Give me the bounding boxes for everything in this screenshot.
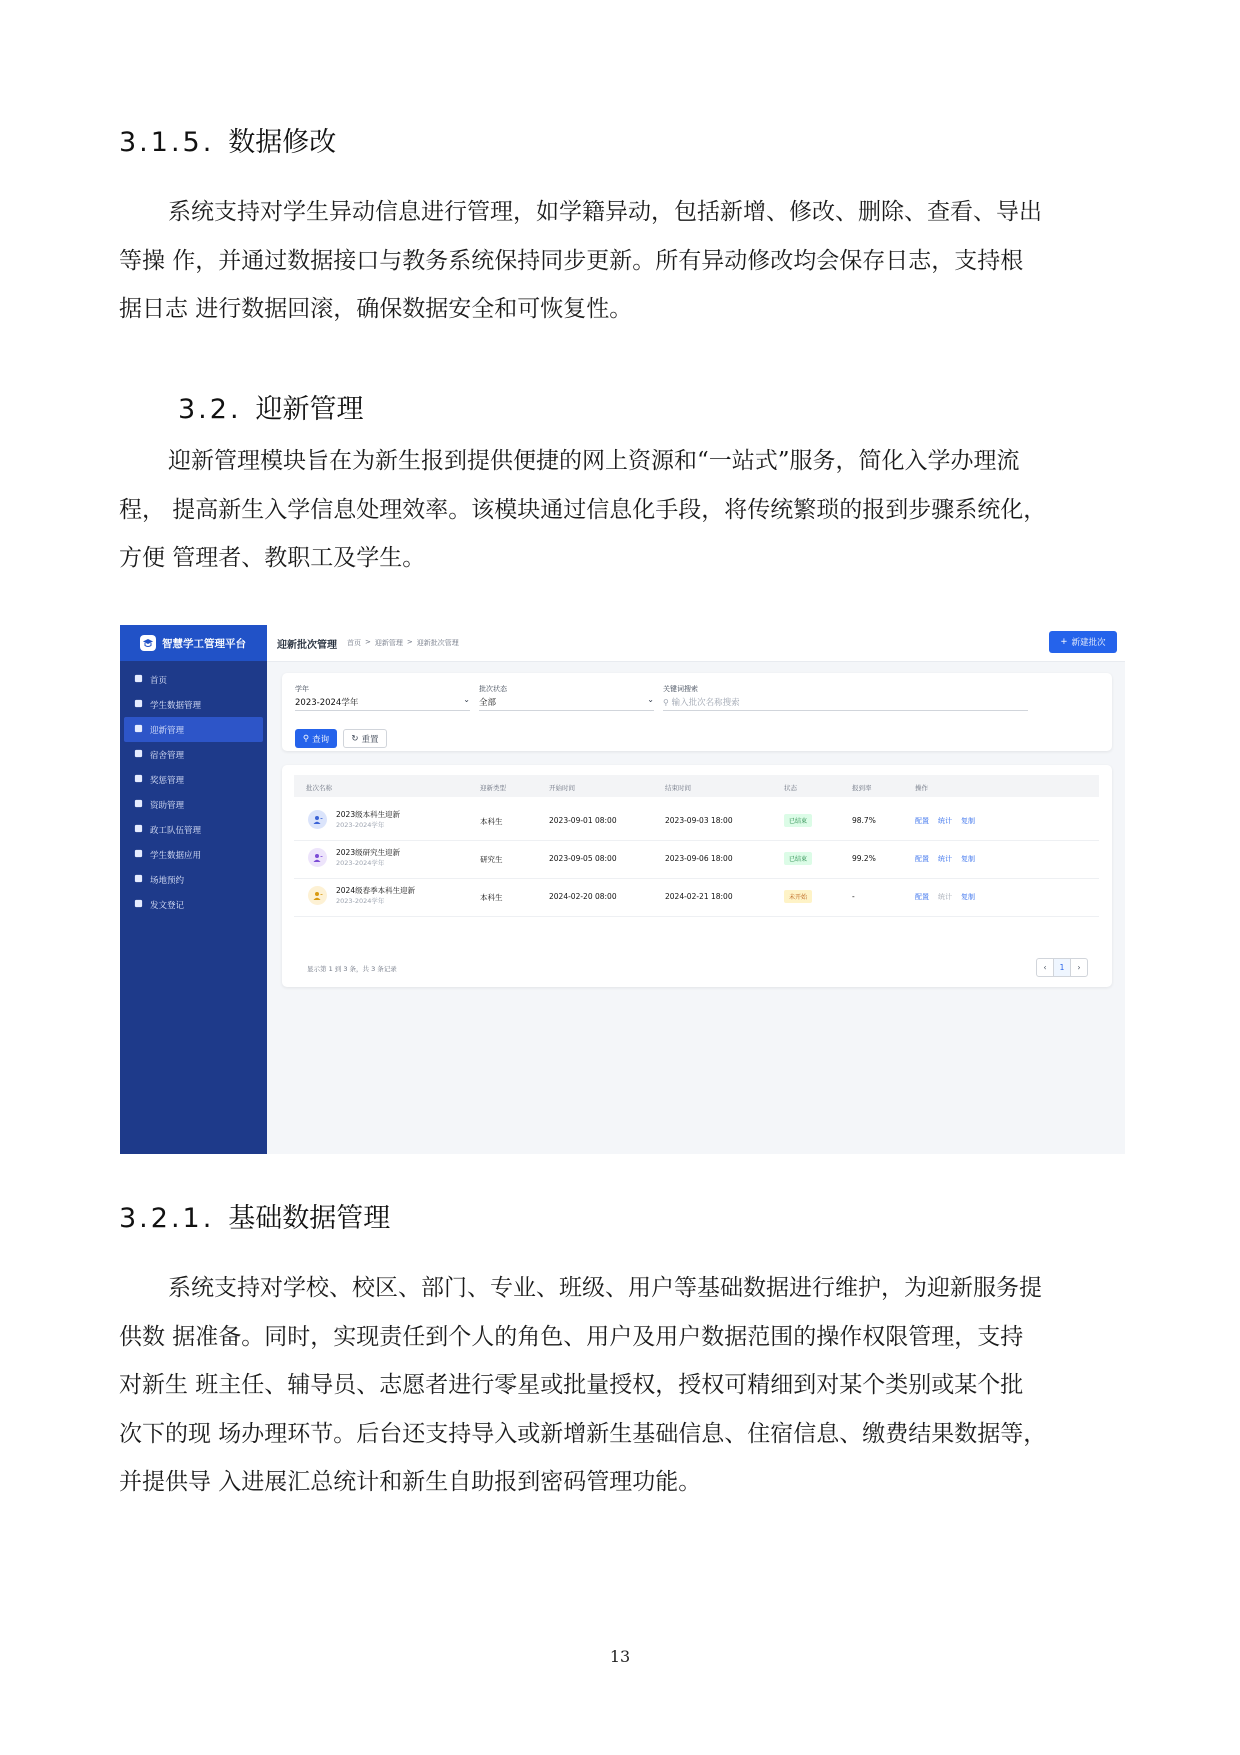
configure-link[interactable]: 配置 — [915, 855, 929, 863]
breadcrumb-item: 迎新批次管理 — [416, 639, 459, 647]
sidebar-item[interactable] — [120, 892, 267, 917]
brand — [120, 625, 267, 661]
keyword-placeholder: 输入批次名称搜索 — [671, 698, 740, 708]
chevron-down-icon: ⌄ — [463, 695, 470, 704]
user-group-icon — [308, 848, 327, 867]
heading-number: 3.2.1. — [119, 1203, 215, 1234]
copy-link[interactable]: 复制 — [961, 893, 975, 901]
paragraph-line: 等操 作，并通过数据接口与教务系统保持同步更新。所有异动修改均会保存日志，支持根 — [119, 247, 1024, 274]
cell-type: 本科生 — [480, 817, 503, 826]
keyword-search-input[interactable] — [663, 696, 1028, 711]
page-number-button[interactable]: 1 — [1053, 959, 1071, 976]
heading-3-2 — [178, 387, 364, 426]
table-row — [294, 799, 1099, 841]
heading-3-1-5 — [119, 120, 336, 159]
cell-end: 2024-02-21 18:00 — [665, 892, 733, 901]
cell-end: 2023-09-06 18:00 — [665, 854, 733, 863]
sidebar-item-label: 迎新管理 — [150, 725, 185, 736]
column-header: 报到率 — [852, 784, 872, 792]
heading-number: 3.1.5. — [119, 127, 215, 158]
statistics-link[interactable]: 统计 — [938, 855, 952, 863]
chart-icon — [134, 849, 143, 861]
cell-type: 本科生 — [480, 893, 503, 902]
team-icon — [134, 824, 143, 836]
sidebar-item-label: 发文登记 — [150, 900, 185, 911]
building-icon — [134, 749, 143, 761]
breadcrumb-separator: > — [406, 638, 413, 646]
sidebar-item[interactable] — [120, 767, 267, 792]
configure-link[interactable]: 配置 — [915, 817, 929, 825]
brand-name: 智慧学工管理平台 — [162, 637, 246, 650]
new-batch-button[interactable] — [1049, 631, 1117, 653]
sidebar-item-label: 首页 — [150, 675, 168, 686]
year-select[interactable] — [295, 696, 470, 711]
chevron-right-icon[interactable]: › — [1077, 963, 1081, 972]
sidebar-item[interactable] — [120, 842, 267, 867]
breadcrumb-separator: > — [365, 638, 371, 646]
paragraph-line: 对新生 班主任、辅导员、志愿者进行零星或批量授权，授权可精细到对某个类别或某个批 — [119, 1372, 1024, 1398]
paragraph-line: 据日志 进行数据回滚，确保数据安全和可恢复性。 — [119, 296, 633, 322]
sidebar-item[interactable] — [120, 792, 267, 817]
cell-start: 2024-02-20 08:00 — [549, 892, 617, 901]
document-icon — [134, 899, 143, 911]
paragraph-welcome-management — [119, 437, 1127, 583]
sidebar-item[interactable] — [120, 692, 267, 717]
dashboard-icon — [134, 674, 143, 686]
status-badge: 已结束 — [784, 814, 812, 827]
batch-year: 2023-2024学年 — [336, 897, 385, 905]
page-number: 13 — [609, 1647, 631, 1666]
copy-link[interactable]: 复制 — [961, 855, 975, 863]
new-batch-label: 新建批次 — [1071, 638, 1106, 648]
statistics-link[interactable]: 统计 — [938, 893, 952, 901]
pagination — [1036, 958, 1088, 977]
query-button[interactable] — [295, 729, 337, 748]
cell-rate: 99.2% — [852, 854, 876, 863]
heading-title: 迎新管理 — [255, 394, 364, 425]
status-badge: 已结束 — [784, 852, 812, 865]
row-actions — [915, 816, 975, 826]
paragraph-line: 系统支持对学生异动信息进行管理，如学籍异动，包括新增、修改、删除、查看、导出 — [168, 199, 1042, 225]
user-group-icon — [308, 810, 327, 829]
table-row — [294, 875, 1099, 917]
student-icon — [134, 699, 143, 711]
status-value: 全部 — [479, 698, 497, 708]
status-badge: 未开始 — [784, 890, 812, 903]
cell-start: 2023-09-01 08:00 — [549, 816, 617, 825]
column-header: 批次名称 — [306, 784, 332, 792]
cell-rate: - — [852, 892, 855, 901]
configure-link[interactable]: 配置 — [915, 893, 929, 901]
row-actions — [915, 854, 975, 864]
paragraph-data-modification — [119, 188, 1127, 334]
user-add-icon — [134, 724, 143, 736]
reset-button[interactable] — [343, 729, 387, 748]
award-icon — [134, 774, 143, 786]
top-bar — [267, 625, 1125, 662]
status-label: 批次状态 — [479, 685, 507, 693]
hand-icon — [134, 799, 143, 811]
plus-icon: + — [1060, 637, 1068, 647]
welcome-batch-screenshot — [120, 625, 1125, 1154]
sidebar-item[interactable] — [120, 817, 267, 842]
table-row — [294, 837, 1099, 879]
year-label: 学年 — [295, 685, 309, 693]
column-header: 迎新类型 — [480, 784, 506, 792]
heading-3-2-1 — [119, 1196, 390, 1235]
cell-end: 2023-09-03 18:00 — [665, 816, 733, 825]
batch-year: 2023-2024学年 — [336, 821, 385, 829]
sidebar-nav — [120, 667, 267, 917]
calendar-icon — [134, 874, 143, 886]
sidebar-item[interactable] — [124, 717, 263, 742]
column-header: 开始时间 — [549, 784, 575, 792]
batch-name: 2023级本科生迎新 — [336, 810, 401, 819]
paragraph-line: 迎新管理模块旨在为新生报到提供便捷的网上资源和“一站式”服务，简化入学办理流 — [168, 448, 1020, 474]
query-label: 查询 — [312, 734, 330, 745]
copy-link[interactable]: 复制 — [961, 817, 975, 825]
sidebar-item[interactable] — [120, 742, 267, 767]
paragraph-line: 方便 管理者、教职工及学生。 — [119, 545, 426, 571]
batch-year: 2023-2024学年 — [336, 859, 385, 867]
column-header: 状态 — [784, 784, 797, 792]
heading-number: 3.2. — [178, 394, 242, 425]
sidebar-item-label: 奖惩管理 — [150, 775, 185, 786]
paragraph-line: 并提供导 入进展汇总统计和新生自助报到密码管理功能。 — [119, 1469, 702, 1495]
paragraph-line: 系统支持对学校、校区、部门、专业、班级、用户等基础数据进行维护，为迎新服务提 — [168, 1275, 1042, 1301]
paragraph-line: 程， 提高新生入学信息处理效率。该模块通过信息化手段，将传统繁琐的报到步骤系统化， — [119, 496, 1047, 523]
year-value: 2023-2024学年 — [295, 698, 359, 708]
pagination-summary: 显示第 1 到 3 条，共 3 条记录 — [307, 965, 397, 973]
chevron-left-icon[interactable]: ‹ — [1043, 963, 1047, 972]
breadcrumb-item[interactable]: 迎新管理 — [374, 639, 403, 647]
paragraph-line: 供数 据准备。同时，实现责任到个人的角色、用户及用户数据范围的操作权限管理，支持 — [119, 1323, 1024, 1350]
sidebar-item-label: 学生数据应用 — [150, 850, 202, 861]
sidebar-item-label: 政工队伍管理 — [150, 825, 202, 836]
sidebar-item-label: 宿舍管理 — [150, 750, 185, 761]
status-select[interactable] — [479, 696, 654, 711]
graduation-cap-icon — [140, 635, 156, 651]
cell-type: 研究生 — [480, 855, 503, 864]
reset-label: 重置 — [361, 734, 379, 745]
filter-card — [282, 673, 1112, 751]
page-title: 迎新批次管理 — [277, 640, 337, 651]
row-actions — [915, 892, 975, 902]
search-icon: ⚲ — [302, 733, 310, 744]
batch-table-card — [282, 765, 1112, 987]
batch-name: 2024级春季本科生迎新 — [336, 886, 416, 895]
keyword-label: 关键词搜索 — [663, 685, 698, 693]
sidebar-item-label: 场地预约 — [150, 875, 185, 886]
sidebar-item-label: 学生数据管理 — [150, 700, 202, 711]
cell-start: 2023-09-05 08:00 — [549, 854, 617, 863]
refresh-icon: ↻ — [351, 733, 359, 744]
column-header: 结束时间 — [665, 784, 691, 792]
user-group-icon — [308, 886, 327, 905]
heading-title: 数据修改 — [228, 127, 337, 158]
statistics-link[interactable]: 统计 — [938, 817, 952, 825]
sidebar-item[interactable] — [120, 667, 267, 692]
search-icon: ⚲ — [663, 698, 669, 707]
heading-title: 基础数据管理 — [228, 1203, 391, 1234]
cell-rate: 98.7% — [852, 816, 876, 825]
sidebar-item[interactable] — [120, 867, 267, 892]
paragraph-line: 次下的现 场办理环节。后台还支持导入或新增新生基础信息、住宿信息、缴费结果数据等， — [119, 1420, 1047, 1447]
breadcrumb-item[interactable]: 首页 — [347, 639, 361, 647]
column-header: 操作 — [915, 784, 928, 792]
sidebar-item-label: 资助管理 — [150, 800, 185, 811]
chevron-down-icon: ⌄ — [647, 695, 654, 704]
breadcrumb — [347, 638, 459, 648]
table-header — [294, 775, 1099, 797]
batch-name: 2023级研究生迎新 — [336, 848, 401, 857]
sidebar — [120, 625, 267, 1154]
paragraph-basic-data — [119, 1264, 1127, 1507]
